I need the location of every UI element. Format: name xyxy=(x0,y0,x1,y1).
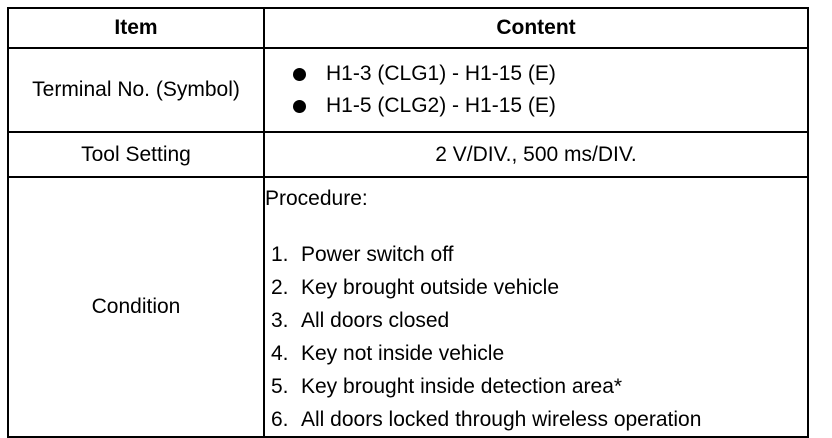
terminal-label: Terminal No. (Symbol) xyxy=(8,48,264,132)
header-content: Content xyxy=(264,8,808,48)
step-text: Key not inside vehicle xyxy=(301,342,505,365)
header-item: Item xyxy=(8,8,264,48)
spec-table xyxy=(7,7,809,438)
bullet-icon xyxy=(293,100,306,113)
list-item xyxy=(271,271,807,304)
step-text: All doors locked through wireless operation xyxy=(301,408,702,431)
procedure-steps xyxy=(265,238,807,436)
list-item xyxy=(271,337,807,370)
condition-label: Condition xyxy=(8,177,264,437)
step-text: Power switch off xyxy=(301,243,454,266)
step-number: 3. xyxy=(271,309,289,332)
step-number: 2. xyxy=(271,276,289,299)
list-item xyxy=(271,403,807,436)
table-row-terminal xyxy=(8,48,808,132)
condition-content xyxy=(264,177,808,437)
list-item xyxy=(271,238,807,271)
step-text: All doors closed xyxy=(301,309,450,332)
list-item xyxy=(293,90,807,122)
step-number: 1. xyxy=(271,243,289,266)
terminal-pair-1: H1-3 (CLG1) - H1-15 (E) xyxy=(326,62,556,86)
terminal-pair-2: H1-5 (CLG2) - H1-15 (E) xyxy=(326,94,556,118)
tool-setting-label: Tool Setting xyxy=(8,132,264,177)
list-item xyxy=(271,304,807,337)
step-number: 4. xyxy=(271,342,289,365)
terminal-bullet-list xyxy=(265,58,807,122)
step-number: 6. xyxy=(271,408,289,431)
terminal-content xyxy=(264,48,808,132)
step-text: Key brought outside vehicle xyxy=(301,276,559,299)
step-text: Key brought inside detection area* xyxy=(301,375,623,398)
list-item xyxy=(293,58,807,90)
table-row-tool-setting xyxy=(8,132,808,177)
step-number: 5. xyxy=(271,375,289,398)
bullet-icon xyxy=(293,68,306,81)
table-row-condition xyxy=(8,177,808,437)
tool-setting-value: 2 V/DIV., 500 ms/DIV. xyxy=(264,132,808,177)
procedure-label: Procedure: xyxy=(265,187,368,210)
table-header-row xyxy=(8,8,808,48)
list-item xyxy=(271,370,807,403)
spec-table-container xyxy=(7,7,809,438)
